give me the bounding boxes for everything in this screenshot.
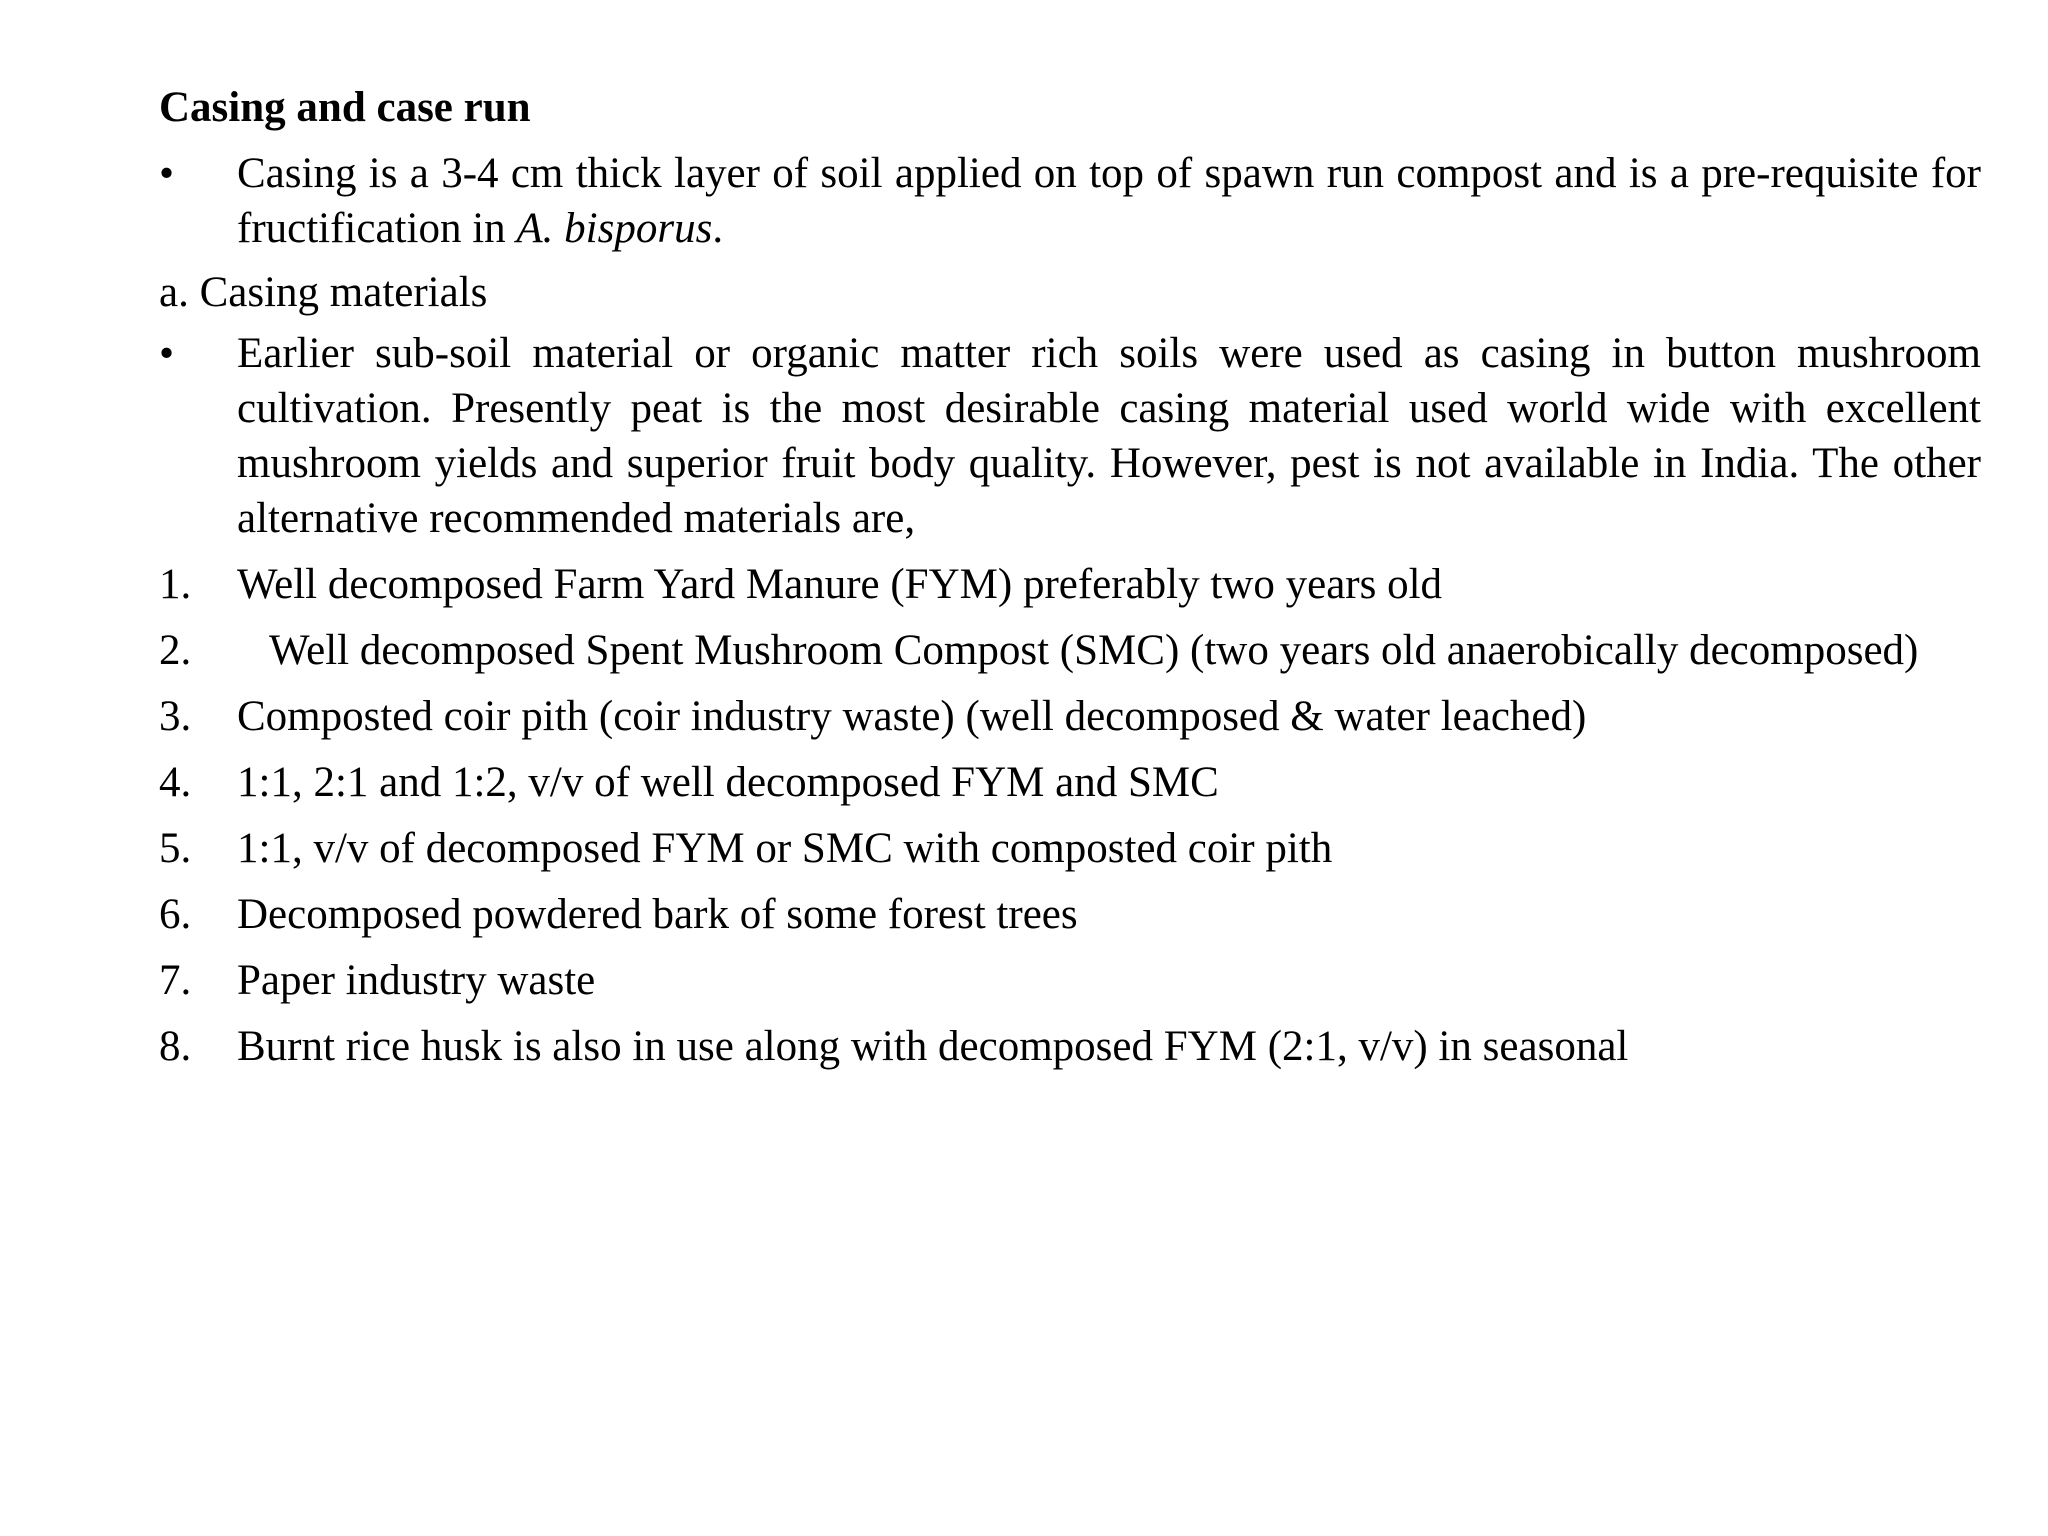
list-item <box>159 821 1981 876</box>
list-text: Well decomposed Farm Yard Manure (FYM) preferably two years old <box>237 561 1443 608</box>
list-text: Decomposed powdered bark of some forest trees <box>237 891 1078 938</box>
list-text: 1:1, v/v of decomposed FYM or SMC with composted coir pith <box>237 825 1333 872</box>
bullet-text-main: Casing is a 3-4 cm thick layer of soil applied on top of spawn run compost and is a pre-requisite for fructification in <box>237 150 1981 252</box>
bullet-casing-definition <box>159 146 1981 256</box>
list-text: Burnt rice husk is also in use along with decomposed FYM (2:1, v/v) in seasonal <box>237 1023 1629 1070</box>
bullet-casing-materials <box>159 326 1981 546</box>
list-item <box>159 1019 1981 1074</box>
list-item <box>159 755 1981 810</box>
list-text: 1:1, 2:1 and 1:2, v/v of well decomposed FYM and SMC <box>237 759 1219 806</box>
list-number: 4. <box>159 759 192 806</box>
section-heading: Casing and case run <box>159 84 531 131</box>
bullet-text <box>237 146 1981 256</box>
document-body <box>159 80 1981 1074</box>
list-item <box>159 953 1981 1008</box>
list-text: Paper industry waste <box>237 957 596 1004</box>
list-number: 8. <box>159 1023 192 1070</box>
list-number: 3. <box>159 693 192 740</box>
list-number: 6. <box>159 891 192 938</box>
list-number: 7. <box>159 957 192 1004</box>
list-item <box>159 689 1981 744</box>
list-number: 5. <box>159 825 192 872</box>
list-item <box>159 887 1981 942</box>
list-number: 2. <box>159 627 192 674</box>
species-name: A. bisporus <box>516 205 713 252</box>
bullet-text: Earlier sub-soil material or organic matter rich soils were used as casing in button mushroom cultivation. Presently peat is the most desirable casing material used world wide with excellent mushroom yields and superior fruit body quality. However, pest is not available in India. The other alternative recommended materials are, <box>237 330 1981 542</box>
bullet-marker: • <box>159 330 175 377</box>
list-text: Well decomposed Spent Mushroom Compost (SMC) (two years old anaerobically decomposed) <box>269 627 1919 674</box>
bullet-marker: • <box>159 150 175 197</box>
list-number: 1. <box>159 561 192 608</box>
subheading-casing-materials: a. Casing materials <box>159 269 488 316</box>
bullet-text-end: . <box>712 205 724 252</box>
list-text: Composted coir pith (coir industry waste) (well decomposed & water leached) <box>237 693 1587 740</box>
list-item <box>159 623 1981 678</box>
list-item <box>159 557 1981 612</box>
